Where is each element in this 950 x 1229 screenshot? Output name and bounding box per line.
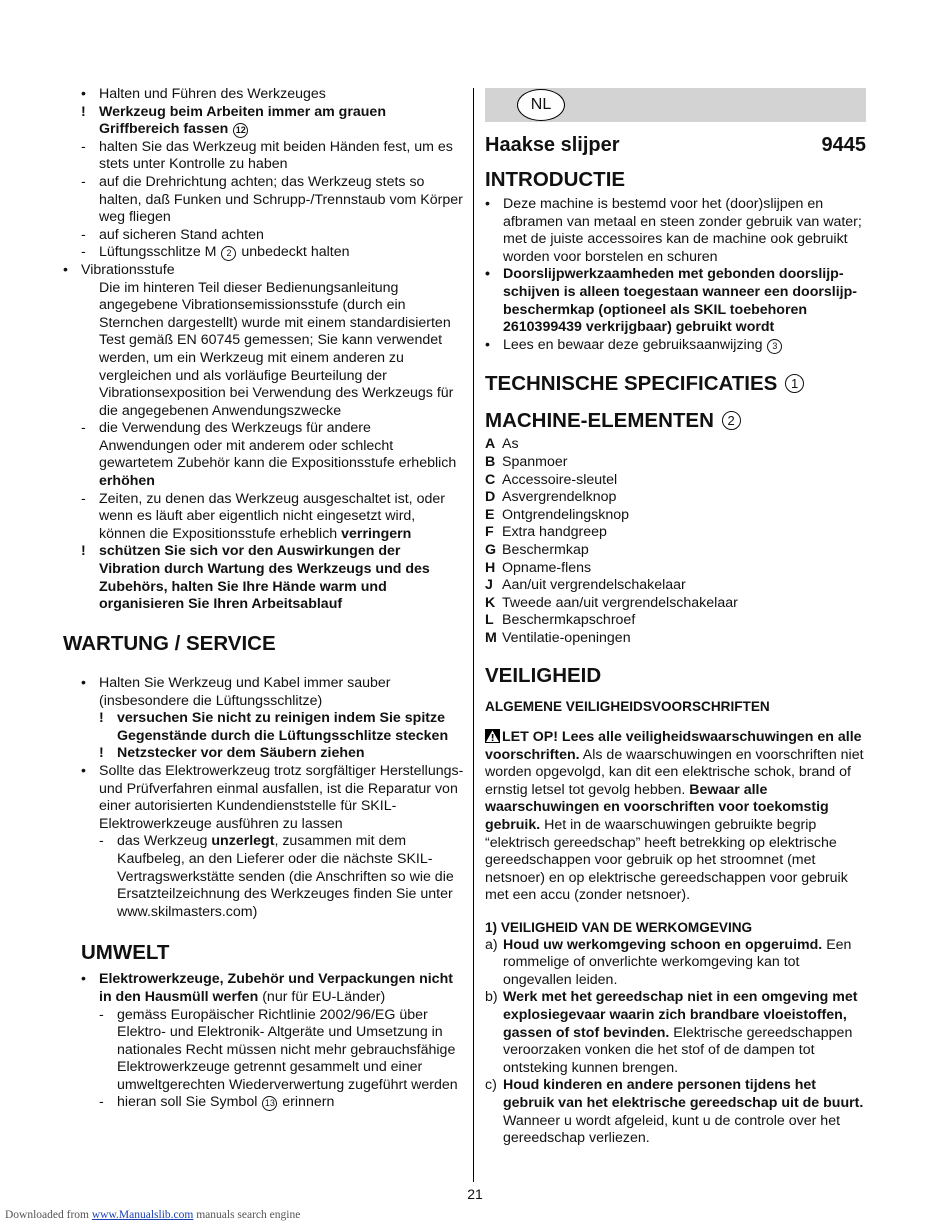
section-heading: MACHINE-ELEMENTEN 2 [485, 409, 866, 433]
element-item [485, 524, 866, 542]
right-column [485, 88, 866, 1148]
list-item: - Zeiten, zu denen das Werkzeug ausgeschaltet ist, oder wenn es läuft aber eigentlich nicht eingesetzt wird, können die Expositionsstufe erheblich verringern [81, 490, 445, 542]
section-heading: INTRODUCTIE [485, 168, 626, 191]
ref-number: 1 [785, 374, 804, 393]
list-item: • Vibrationsstufe [63, 261, 175, 278]
warning-item: ! versuchen Sie nicht zu reinigen indem Sie spitze Gegenstände durch die Lüftungsschlitze stecken [99, 710, 449, 744]
sub-heading: ALGEMENE VEILIGHEIDSVOORSCHRIFTEN [485, 699, 770, 715]
list-item: • Deze machine is bestemd voor het (door)slijpen en afbramen van metaal en steen zonder gebruik van water; met de juiste accessoires kan de machine ook gebruikt worden voor borstelen en schuren [485, 196, 862, 265]
element-item [485, 436, 866, 454]
warning-item: ! Werkzeug beim Arbeiten immer am grauen Griffbereich fassen 12 [81, 103, 386, 138]
element-key: B [485, 453, 496, 470]
element-item [485, 542, 866, 560]
element-key: L [485, 612, 494, 629]
list-item: - halten Sie das Werkzeug mit beiden Händen fest, um es stets unter Kontrolle zu haben [81, 138, 453, 173]
element-label: Spanmoer [502, 453, 568, 470]
element-item [485, 454, 866, 472]
element-label: Aan/uit vergrendelschakelaar [502, 577, 686, 594]
column-divider [473, 88, 474, 1182]
element-label: Ontgrendelingsknop [502, 506, 629, 523]
ref-number: 3 [767, 339, 782, 354]
list-item: b) Werk met het gereedschap niet in een omgeving met explosiegevaar waarin zich brandbare vloeistoffen, gassen of stof bevinden. Elektrische gereedschappen veroorzaken vonken die het stof of de dampen tot ontsteking kunnen brengen. [485, 989, 858, 1076]
element-label: As [502, 436, 519, 453]
element-key: C [485, 471, 496, 488]
element-label: Ventilatie-openingen [502, 629, 631, 646]
list-item: • Halten und Führen des Werkzeuges [81, 86, 326, 102]
left-column-lower [81, 675, 464, 1112]
warning-triangle-icon [485, 729, 500, 743]
element-item [485, 489, 866, 507]
product-model: 9445 [821, 134, 866, 156]
sub-heading: 1) VEILIGHEID VAN DE WERKOMGEVING [485, 920, 753, 935]
element-key: E [485, 506, 495, 523]
list-item: - Lüftungsschlitze M 2 unbedeckt halten [81, 244, 350, 261]
manualslib-link[interactable]: www.Manualslib.com [91, 1209, 194, 1221]
list-item: • Sollte das Elektrowerkzeug trotz sorgfältiger Herstellungs- und Prüfverfahren einmal ausfallen, ist die Reparatur von einer autorisierten Kundendienststelle für SKIL-Elektrowerkzeuge ausführen zu lassen [81, 762, 464, 832]
element-label: Tweede aan/uit vergrendelschakelaar [502, 594, 738, 611]
section-heading: TECHNISCHE SPECIFICATIES 1 [485, 372, 866, 396]
language-badge: NL [517, 89, 565, 121]
list-item: - die Verwendung des Werkzeugs für andere Anwendungen oder mit anderem oder schlecht gewartetem Zubehör kann die Expositionsstufe erheblich erhöhen [81, 420, 457, 490]
element-label: Beschermkap [502, 541, 589, 558]
list-item: • Halten Sie Werkzeug und Kabel immer sauber (insbesondere die Lüftungsschlitze) [81, 675, 391, 709]
element-item [485, 612, 866, 630]
element-key: D [485, 489, 496, 506]
section-heading: UMWELT [81, 941, 170, 965]
ref-number: 2 [221, 246, 236, 261]
warning-paragraph: LET OP! Lees alle veiligheidswaarschuwingen en alle voorschriften. Als de waarschuwingen en voorschriften niet worden opgevolgd, kan dit een elektrische schok, brand of ernstig letsel tot gevolg hebben. Bewaar alle waarschuwingen en voorschriften voor toekomstig gebruik. Het in de waarschuwingen gebruikte begrip “elektrisch gereedschap” heeft betrekking op elektrische gereedschappen voor gebruik op het stroomnet (met netsnoer) en op elektrische gereedschappen voor gebruik met een accu (zonder netsnoer). [485, 729, 864, 904]
left-column [63, 86, 464, 660]
ref-number: 13 [262, 1096, 277, 1111]
element-item [485, 577, 866, 595]
list-item: • Elektrowerkzeuge, Zubehör und Verpackungen nicht in den Hausmüll werfen (nur für EU-Länder) [81, 971, 453, 1005]
list-item: - hieran soll Sie Symbol 13 erinnern [99, 1094, 335, 1111]
download-footer: Downloaded from www.Manualslib.com manuals search engine [5, 1209, 301, 1221]
element-item [485, 507, 866, 525]
element-label: Extra handgreep [502, 524, 607, 541]
language-bar [485, 88, 866, 122]
paragraph: Die im hinteren Teil dieser Bedienungsanleitung angegebene Vibrationsemissionsstufe (durch ein Sternchen dargestellt) wurde mit einem standardisierten Test gemäß EN 60745 gemessen; Sie kann verwendet werden, um ein Werkzeug mit einem anderen zu vergleichen und als vorläufige Beurteilung der Vibrationsexposition bei Verwendung des Werkzeugs für die angegebenen Anwendungszwecke [99, 279, 454, 419]
list-item: - gemäss Europäischer Richtlinie 2002/96/EG über Elektro- und Elektronik- Altgeräte und Umsetzung in nationales Recht müssen nicht mehr gebrauchsfähige Elektrowerkzeuge getrennt gesammelt und einer umweltgerechten Wiederverwertung zugeführt werden [99, 1006, 458, 1093]
list-item: • Doorslijpwerkzaamheden met gebonden doorslijp-schijven is alleen toegestaan wanneer een doorslijp-beschermkap (optioneel als SKIL toebehoren 2610399439 verkrijgbaar) gebruikt wordt [485, 266, 858, 336]
section-heading: WARTUNG / SERVICE [63, 631, 276, 655]
elements-list [485, 436, 866, 647]
list-item: - auf die Drehrichtung achten; das Werkzeug stets so halten, daß Funken und Schrupp-/Trennstaub vom Körper weg fliegen [81, 173, 463, 226]
element-label: Accessoire-sleutel [502, 471, 618, 488]
element-key: F [485, 524, 494, 541]
list-item: a) Houd uw werkomgeving schoon en opgeruimd. Een rommelige of onverlichte werkomgeving kan tot ongevallen leiden. [485, 936, 852, 988]
list-item: - auf sicheren Stand achten [81, 226, 264, 243]
product-title [485, 133, 866, 157]
element-key: G [485, 541, 497, 558]
ref-number: 12 [233, 123, 248, 138]
element-key: M [485, 629, 497, 646]
warning-item: ! Netzstecker vor dem Säubern ziehen [99, 745, 365, 762]
element-key: J [485, 577, 493, 594]
product-name: Haakse slijper [485, 134, 620, 156]
element-item [485, 595, 866, 613]
page-number: 21 [467, 1186, 483, 1202]
warning-item: ! schützen Sie sich vor den Auswirkungen der Vibration durch Wartung des Werkzeugs und des Zubehörs, halten Sie Ihre Hände warm und organisieren Sie Ihren Arbeitsablauf [81, 543, 430, 613]
element-item [485, 630, 866, 648]
ref-number: 2 [722, 411, 741, 430]
element-item [485, 560, 866, 578]
element-item [485, 472, 866, 490]
list-item: c) Houd kinderen en andere personen tijdens het gebruik van het elektrische gereedschap uit de buurt. Wanneer u wordt afgeleid, kunt u de controle over het gereedschap verliezen. [485, 1077, 864, 1147]
element-label: Asvergrendelknop [502, 489, 617, 506]
element-label: Opname-flens [502, 559, 592, 576]
element-label: Beschermkapschroef [502, 612, 636, 629]
element-key: A [485, 436, 496, 453]
element-key: H [485, 559, 496, 576]
list-item: - das Werkzeug unzerlegt, zusammen mit dem Kaufbeleg, an den Lieferer oder die nächste SKIL-Vertragswerkstätte senden (die Anschriften so wie die Ersatzteilzeichnung des Werkzeuges finden Sie unter www.skilmasters.com) [99, 833, 454, 920]
element-key: K [485, 594, 496, 611]
section-heading: VEILIGHEID [485, 664, 602, 688]
list-item: • Lees en bewaar deze gebruiksaanwijzing 3 [485, 337, 866, 355]
